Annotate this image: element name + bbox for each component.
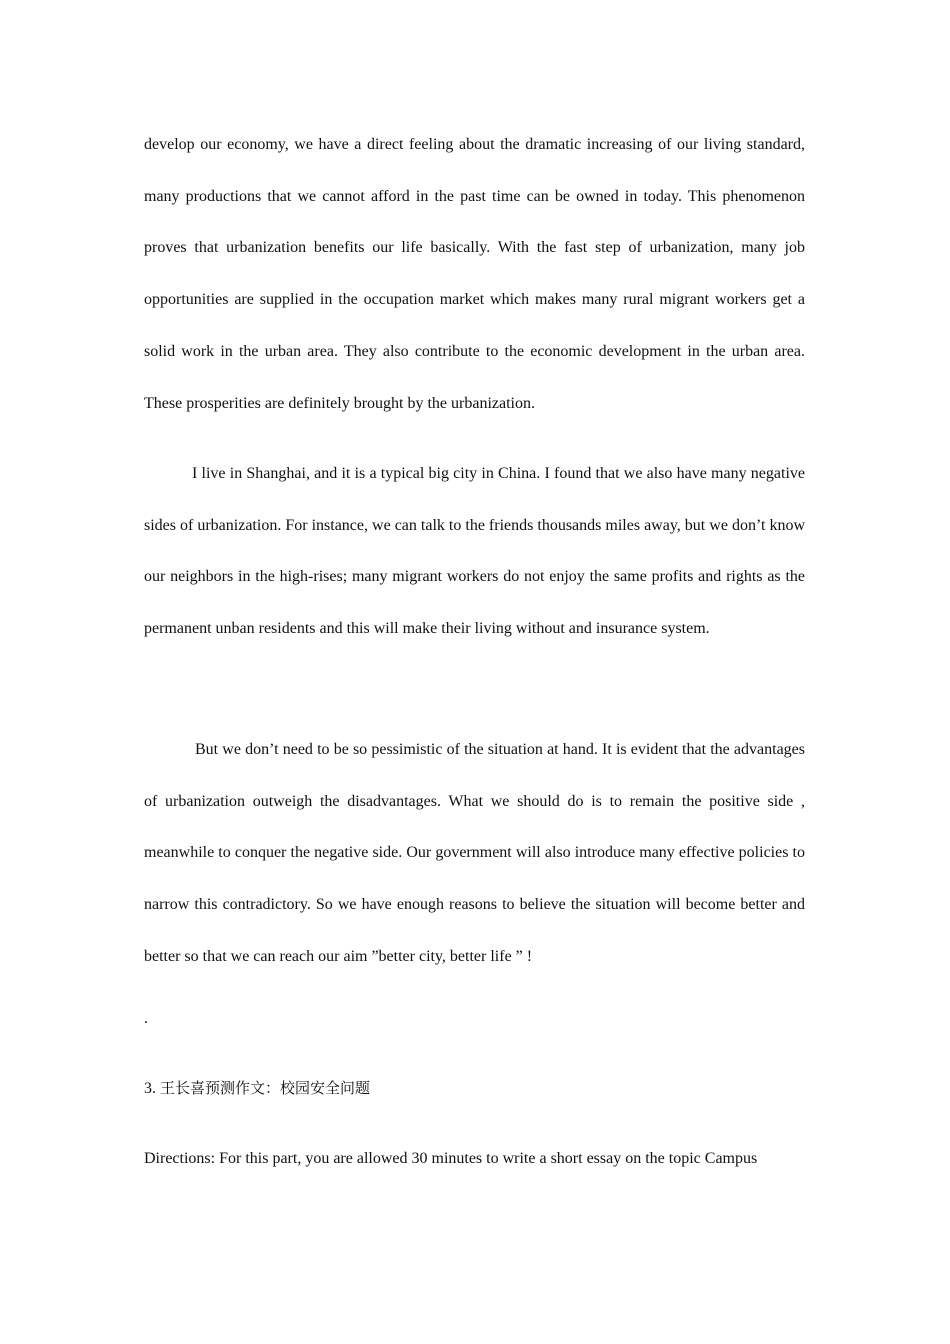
section-heading	[144, 1070, 805, 1107]
section-number: 3.	[144, 1080, 156, 1097]
paragraph-conclusion: But we don’t need to be so pessimistic of the situation at hand. It is evident that the advantages of urbanization outweigh the disadvantages. What we should do is to remain the positive side , meanwhile to conquer the negative side. Our government will also introduce many effective policies to narrow this contradictory. So we have enough reasons to believe the situation will become better and better so that we can reach our aim ”better city, better life ” !	[144, 741, 805, 965]
paragraph-negative-sides: I live in Shanghai, and it is a typical big city in China. I found that we also have many negative sides of urbanization. For instance, we can talk to the friends thousands miles away, but we don’t know our neighbors in the high-rises; many migrant workers do not enjoy the same profits and rights as the permanent unban residents and this will make their living without and insurance system.	[144, 465, 805, 638]
paragraph-urbanization-benefits: develop our economy, we have a direct feeling about the dramatic increasing of our living standard, many productions that we cannot afford in the past time can be owned in today. This phenomenon proves that urbanization benefits our life basically. With the fast step of urbanization, many job opportunities are supplied in the occupation market which makes many rural migrant workers get a solid work in the urban area. They also contribute to the economic development in the urban area. These prosperities are definitely brought by the urbanization.	[144, 136, 805, 412]
separator-dot: .	[144, 1010, 148, 1027]
directions-text: Directions: For this part, you are allowed 30 minutes to write a short essay on the topic Campus	[144, 1150, 758, 1167]
section-title: 王长喜预测作文：校园安全问题	[160, 1079, 371, 1097]
